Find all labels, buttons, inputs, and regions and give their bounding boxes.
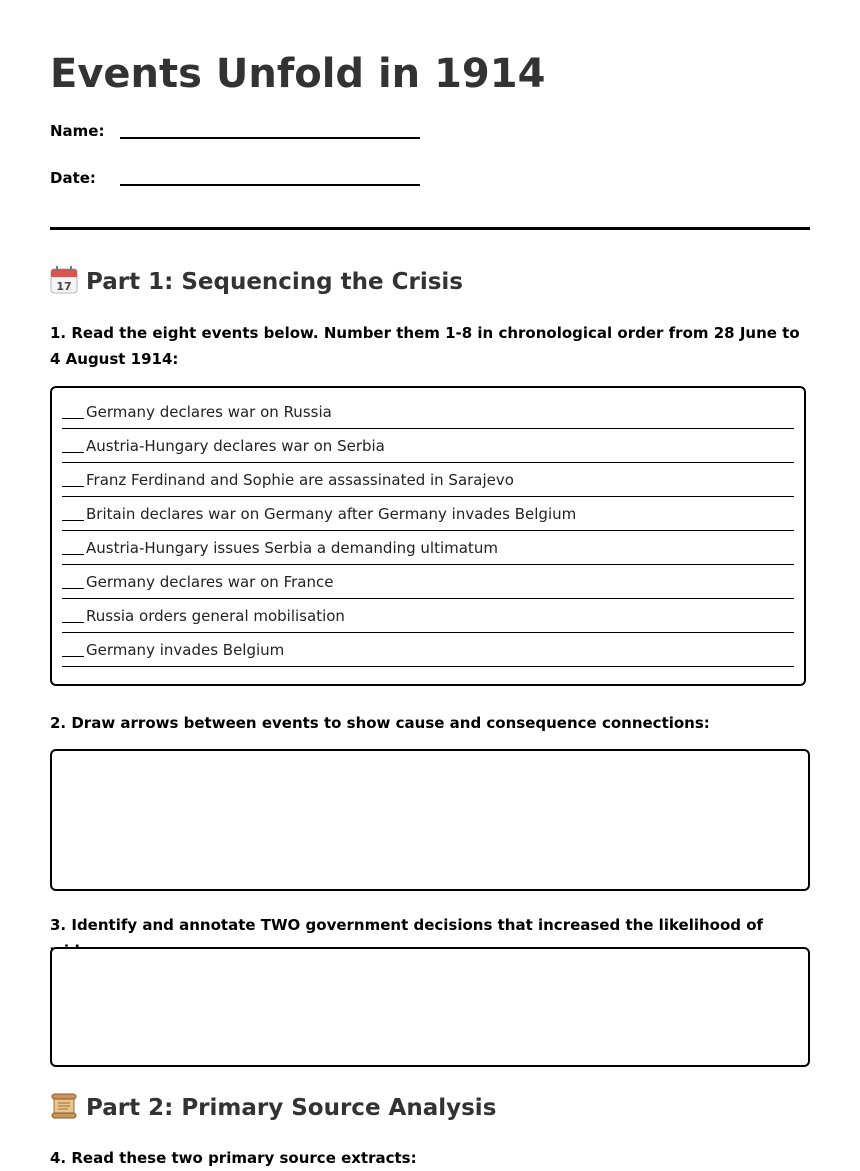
event-underline [62, 462, 794, 463]
header-divider [50, 227, 810, 230]
event-item[interactable] [62, 430, 794, 464]
event-label: Germany declares war on Russia [86, 403, 332, 421]
number-blank[interactable] [62, 404, 84, 419]
event-item[interactable] [62, 464, 794, 498]
question-3: 3. Identify and annotate TWO government decisions that increased the likelihood of [50, 916, 764, 934]
event-item[interactable] [62, 600, 794, 634]
event-item[interactable] [62, 532, 794, 566]
date-field[interactable] [50, 169, 450, 199]
number-blank[interactable] [62, 608, 84, 623]
event-underline [62, 598, 794, 599]
number-blank[interactable] [62, 574, 84, 589]
event-underline [62, 428, 794, 429]
event-item[interactable] [62, 498, 794, 532]
page-title: Events Unfold in 1914 [50, 51, 546, 97]
date-label: Date: [50, 169, 96, 187]
event-item[interactable] [62, 634, 794, 668]
event-underline [62, 496, 794, 497]
event-item[interactable] [62, 566, 794, 600]
event-label: Britain declares war on Germany after Germany invades Belgium [86, 505, 577, 523]
part1-heading-text: Part 1: Sequencing the Crisis [86, 269, 463, 295]
part2-heading [50, 1092, 496, 1123]
svg-text:17: 17 [56, 280, 72, 293]
name-label: Name: [50, 122, 105, 140]
event-underline [62, 530, 794, 531]
number-blank[interactable] [62, 642, 84, 657]
event-label: Austria-Hungary issues Serbia a demanding ultimatum [86, 539, 498, 557]
number-blank[interactable] [62, 540, 84, 555]
event-label: Germany declares war on France [86, 573, 334, 591]
event-underline [62, 564, 794, 565]
event-label: Germany invades Belgium [86, 641, 285, 659]
event-underline [62, 632, 794, 633]
event-underline [62, 666, 794, 667]
question-2: 2. Draw arrows between events to show cause and consequence connections: [50, 714, 710, 732]
event-label: Austria-Hungary declares war on Serbia [86, 437, 385, 455]
decisions-answer-box[interactable] [50, 947, 810, 1067]
events-box [50, 386, 806, 686]
number-blank[interactable] [62, 472, 84, 487]
name-line[interactable] [120, 137, 420, 139]
name-field[interactable] [50, 122, 450, 152]
event-label: Russia orders general mobilisation [86, 607, 345, 625]
event-item[interactable] [62, 396, 794, 430]
part1-heading [50, 266, 463, 297]
number-blank[interactable] [62, 438, 84, 453]
part2-heading-text: Part 2: Primary Source Analysis [86, 1095, 497, 1121]
question-4: 4. Read these two primary source extracts: [50, 1149, 417, 1167]
arrows-answer-box[interactable] [50, 749, 810, 891]
question-1: 1. Read the eight events below. Number them 1-8 in chronological order from 28 June to 4 August 1914: [50, 324, 800, 368]
calendar-icon [50, 266, 78, 294]
scroll-icon [50, 1092, 78, 1120]
number-blank[interactable] [62, 506, 84, 521]
event-label: Franz Ferdinand and Sophie are assassinated in Sarajevo [86, 471, 514, 489]
date-line[interactable] [120, 184, 420, 186]
